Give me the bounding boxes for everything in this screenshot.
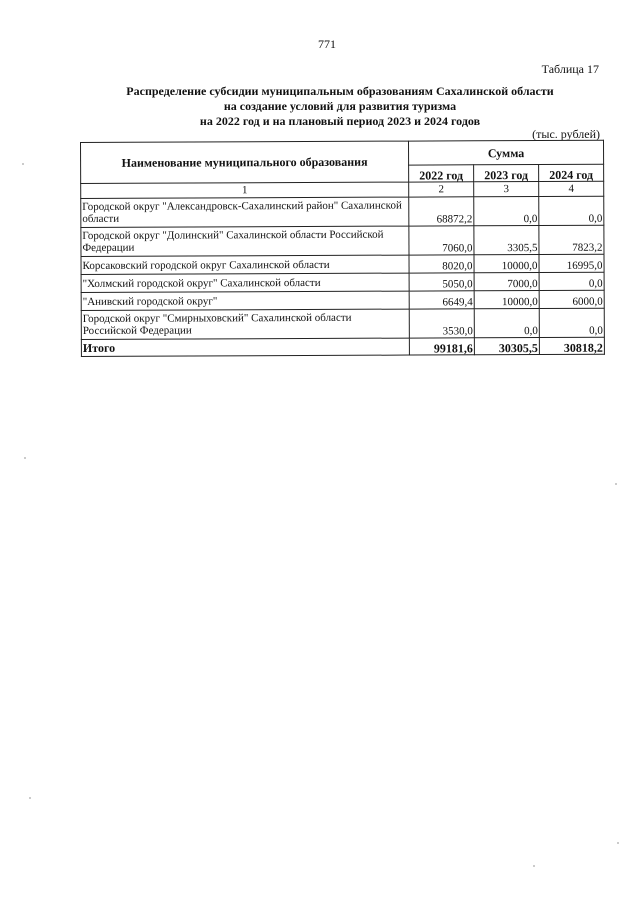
- table-row: [81, 290, 604, 310]
- scan-speck: [22, 163, 24, 165]
- column-index: 3: [474, 181, 539, 196]
- table-row: [81, 272, 604, 292]
- row-name: "Анивский городской округ": [81, 291, 409, 310]
- header-sum-column: Сумма: [408, 140, 603, 165]
- value-2023: 0,0: [474, 308, 539, 337]
- value-2024: 0,0: [539, 272, 604, 290]
- total-2022: 99181,6: [409, 338, 474, 355]
- value-2024: 7823,2: [539, 225, 604, 254]
- title-line: на создание условий для развития туризма: [223, 99, 457, 113]
- scan-speck: [24, 457, 26, 459]
- table-row: [81, 308, 604, 339]
- table-label: Таблица 17: [541, 62, 599, 76]
- value-2023: 3305,5: [474, 225, 539, 254]
- total-2024: 30818,2: [539, 337, 604, 354]
- value-2022: 5050,0: [409, 273, 474, 291]
- value-2022: 6649,4: [409, 291, 474, 309]
- value-2023: 10000,0: [474, 290, 539, 308]
- value-2023: 10000,0: [474, 254, 539, 272]
- header-year-2024: 2024 год: [539, 165, 604, 182]
- value-2024: 6000,0: [539, 290, 604, 308]
- header-year-2023: 2023 год: [474, 165, 539, 182]
- scan-speck: [617, 842, 619, 844]
- row-name: Городской округ "Александровск-Сахалинский район" Сахалинской области: [81, 197, 409, 227]
- value-2023: 0,0: [474, 196, 539, 225]
- total-2023: 30305,5: [474, 337, 539, 354]
- header-year-2022: 2022 год: [409, 165, 474, 182]
- title-line: на 2022 год и на плановый период 2023 и 2024 годов: [199, 114, 481, 128]
- value-2022: 68872,2: [409, 197, 474, 226]
- title-line: Распределение субсидии муниципальным образованиям Сахалинской области: [126, 84, 554, 98]
- subsidy-table: [80, 140, 605, 357]
- table-row: [81, 225, 604, 256]
- row-name: "Холмский городской округ" Сахалинской области: [81, 273, 409, 292]
- row-name: Городской округ "Смирныховский" Сахалинской области Российской Федерации: [81, 309, 409, 339]
- total-label: Итого: [81, 338, 409, 356]
- page-number: 771: [318, 37, 336, 51]
- value-2022: 8020,0: [409, 255, 474, 273]
- value-2022: 3530,0: [409, 309, 474, 338]
- column-index: 2: [409, 182, 474, 197]
- row-name: Корсаковский городской округ Сахалинской области: [81, 255, 409, 274]
- scan-speck: [615, 483, 617, 485]
- document-title: [90, 84, 590, 129]
- units-label: (тыс. рублей): [532, 127, 600, 141]
- scan-speck: [29, 797, 31, 799]
- scan-speck: [533, 865, 535, 867]
- column-index: 1: [81, 182, 409, 198]
- table-row: [81, 196, 604, 227]
- total-row: [81, 337, 604, 356]
- header-name-column: Наименование муниципального образования: [81, 141, 409, 183]
- value-2024: 16995,0: [539, 254, 604, 272]
- row-name: Городской округ "Долинский" Сахалинской области Российской Федерации: [81, 226, 409, 256]
- table-row: [81, 254, 604, 274]
- column-index: 4: [539, 181, 604, 196]
- value-2022: 7060,0: [409, 226, 474, 255]
- value-2023: 7000,0: [474, 272, 539, 290]
- value-2024: 0,0: [539, 308, 604, 337]
- value-2024: 0,0: [539, 196, 604, 225]
